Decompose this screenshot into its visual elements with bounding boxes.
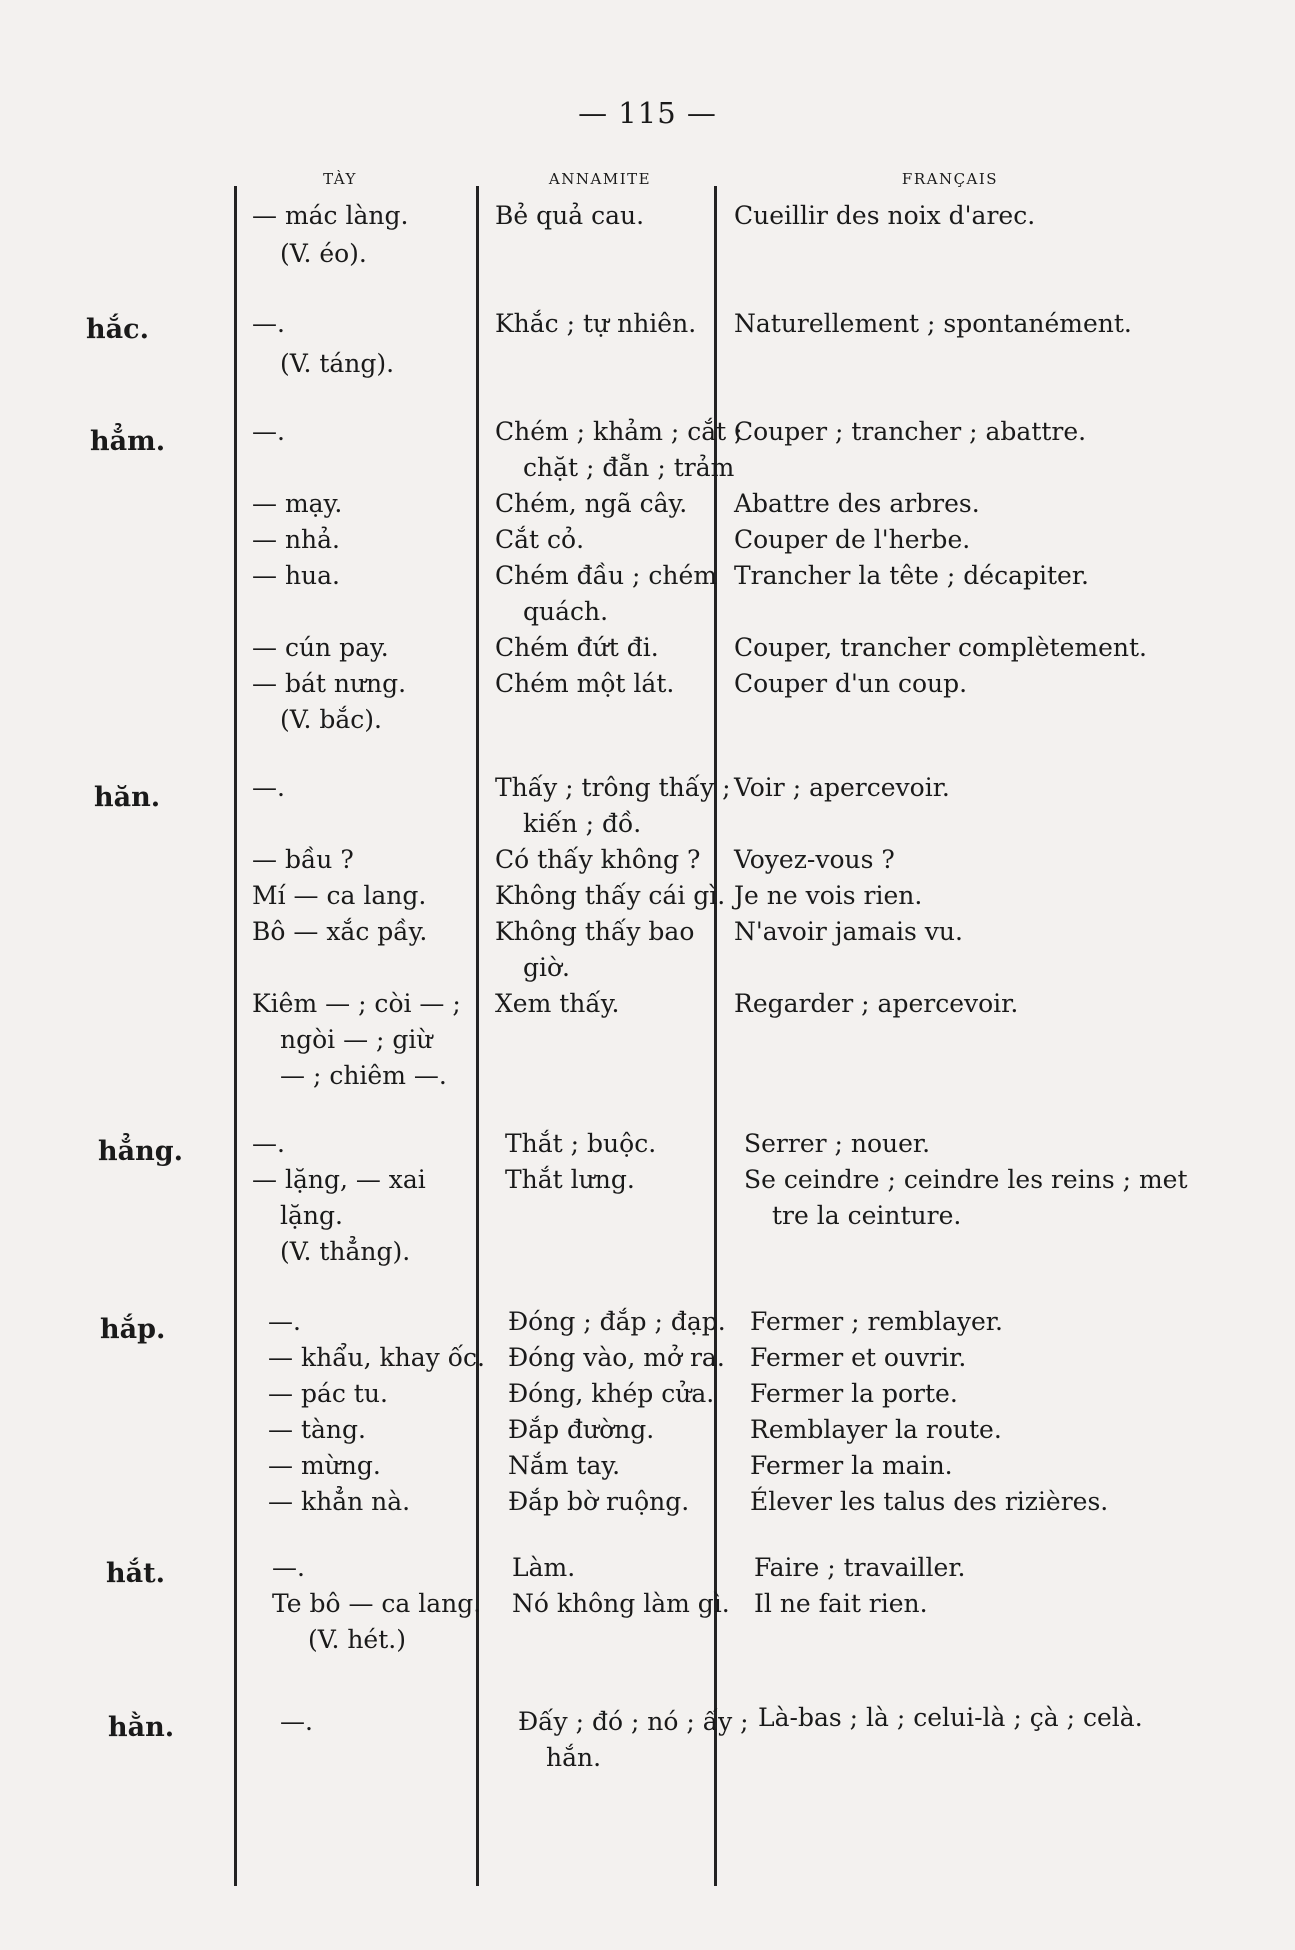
annamite-text: Đóng ; đắp ; đạp.: [508, 1307, 726, 1336]
tay-text: Te bô — ca lang.: [272, 1589, 482, 1618]
annamite-text: kiến ; đồ.: [523, 809, 642, 838]
tay-text: — mạy.: [252, 489, 343, 518]
annamite-text: hắn.: [546, 1743, 602, 1772]
annamite-text: Đắp đường.: [508, 1415, 655, 1444]
column-header-tay: TÀY: [323, 170, 357, 188]
annamite-text: Đấy ; đó ; nó ; ấy ;: [518, 1707, 749, 1736]
tay-text: —.: [252, 773, 285, 802]
annamite-text: Đắp bờ ruộng.: [508, 1487, 690, 1516]
tay-text: — bát nưng.: [252, 669, 407, 698]
francais-text: Regarder ; apercevoir.: [734, 989, 1019, 1018]
francais-text: Couper d'un coup.: [734, 669, 968, 698]
column-rule-left: [234, 186, 237, 1886]
annamite-text: Nó không làm gì.: [512, 1589, 730, 1618]
tay-text: (V. bắc).: [280, 705, 382, 734]
annamite-text: Chém, ngã cây.: [495, 489, 688, 518]
tay-text: — lặng, — xai: [252, 1165, 426, 1194]
francais-text: Remblayer la route.: [750, 1415, 1002, 1444]
tay-text: — ; chiêm —.: [280, 1061, 447, 1090]
tay-text: Mí — ca lang.: [252, 881, 427, 910]
tay-text: lặng.: [280, 1201, 343, 1230]
tay-text: —.: [268, 1307, 301, 1336]
francais-text: Abattre des arbres.: [734, 489, 980, 518]
francais-text: Fermer ; remblayer.: [750, 1307, 1003, 1336]
tay-text: —.: [252, 1129, 285, 1158]
annamite-text: Chém đầu ; chém: [495, 561, 718, 590]
francais-text: Je ne vois rien.: [734, 881, 923, 910]
francais-text: Faire ; travailler.: [754, 1553, 966, 1582]
headword: hăn.: [94, 782, 161, 813]
francais-text: Là-bas ; là ; celui-là ; çà ; celà.: [758, 1703, 1143, 1732]
francais-text: Cueillir des noix d'arec.: [734, 201, 1036, 230]
annamite-text: chặt ; đẵn ; trảm: [523, 453, 735, 482]
tay-text: — hua.: [252, 561, 341, 590]
tay-text: (V. éo).: [280, 239, 367, 268]
headword: hắp.: [100, 1314, 166, 1345]
tay-text: — khẩu, khay ốc.: [268, 1343, 485, 1372]
tay-text: —.: [280, 1707, 313, 1736]
francais-text: Élever les talus des rizières.: [750, 1487, 1109, 1516]
francais-text: Couper, trancher complètement.: [734, 633, 1147, 662]
annamite-text: Không thấy bao: [495, 917, 695, 946]
tay-text: Kiêm — ; còi — ;: [252, 989, 461, 1018]
annamite-text: quách.: [523, 597, 609, 626]
francais-text: Couper ; trancher ; abattre.: [734, 417, 1087, 446]
tay-text: ngòi — ; giừ: [280, 1025, 433, 1054]
annamite-text: Xem thấy.: [495, 989, 620, 1018]
page-number: — 115 —: [578, 96, 717, 130]
tay-text: (V. táng).: [280, 349, 395, 378]
tay-text: —.: [252, 417, 285, 446]
annamite-text: Bẻ quả cau.: [495, 201, 645, 230]
tay-text: — cún pay.: [252, 633, 389, 662]
tay-text: Bô — xắc pầy.: [252, 917, 428, 946]
annamite-text: Thấy ; trông thấy ;: [495, 773, 731, 802]
tay-text: —.: [252, 309, 285, 338]
headword: hằn.: [108, 1712, 175, 1743]
annamite-text: Thắt lưng.: [505, 1165, 635, 1194]
tay-text: — khẳn nà.: [268, 1487, 411, 1516]
francais-text: Voir ; apercevoir.: [734, 773, 950, 802]
headword: hẳng.: [98, 1136, 184, 1167]
annamite-text: Khắc ; tự nhiên.: [495, 309, 697, 338]
column-header-annamite: ANNAMITE: [548, 170, 652, 188]
annamite-text: Thắt ; buộc.: [505, 1129, 657, 1158]
tay-text: — bầu ?: [252, 845, 354, 874]
tay-text: (V. hét.): [308, 1625, 406, 1654]
tay-text: (V. thẳng).: [280, 1237, 411, 1266]
headword: hắc.: [86, 314, 149, 345]
francais-text: tre la ceinture.: [772, 1201, 962, 1230]
tay-text: — mừng.: [268, 1451, 381, 1480]
annamite-text: Chém một lát.: [495, 669, 675, 698]
annamite-text: Đóng vào, mở ra.: [508, 1343, 725, 1372]
francais-text: Fermer la porte.: [750, 1379, 958, 1408]
annamite-text: Đóng, khép cửa.: [508, 1379, 715, 1408]
column-rule-middle: [476, 186, 479, 1886]
headword: hắt.: [106, 1558, 165, 1589]
francais-text: N'avoir jamais vu.: [734, 917, 963, 946]
annamite-text: Nắm tay.: [508, 1451, 621, 1480]
tay-text: — tàng.: [268, 1415, 366, 1444]
column-header-francais: FRANÇAIS: [901, 170, 999, 188]
tay-text: — mác làng.: [252, 201, 409, 230]
annamite-text: Chém ; khảm ; cắt ;: [495, 417, 743, 446]
annamite-text: giờ.: [523, 953, 570, 982]
francais-text: Fermer et ouvrir.: [750, 1343, 967, 1372]
annamite-text: Không thấy cái gì.: [495, 881, 726, 910]
francais-text: Couper de l'herbe.: [734, 525, 971, 554]
tay-text: — pác tu.: [268, 1379, 388, 1408]
francais-text: Se ceindre ; ceindre les reins ; met: [744, 1165, 1188, 1194]
tay-text: — nhả.: [252, 525, 341, 554]
francais-text: Voyez-vous ?: [734, 845, 895, 874]
francais-text: Naturellement ; spontanément.: [734, 309, 1132, 338]
annamite-text: Chém đứt đi.: [495, 633, 659, 662]
francais-text: Il ne fait rien.: [754, 1589, 928, 1618]
francais-text: Trancher la tête ; décapiter.: [734, 561, 1089, 590]
annamite-text: Có thấy không ?: [495, 845, 701, 874]
francais-text: Fermer la main.: [750, 1451, 953, 1480]
annamite-text: Cắt cỏ.: [495, 525, 585, 554]
francais-text: Serrer ; nouer.: [744, 1129, 931, 1158]
headword: hẳm.: [90, 426, 166, 457]
tay-text: —.: [272, 1553, 305, 1582]
annamite-text: Làm.: [512, 1553, 576, 1582]
